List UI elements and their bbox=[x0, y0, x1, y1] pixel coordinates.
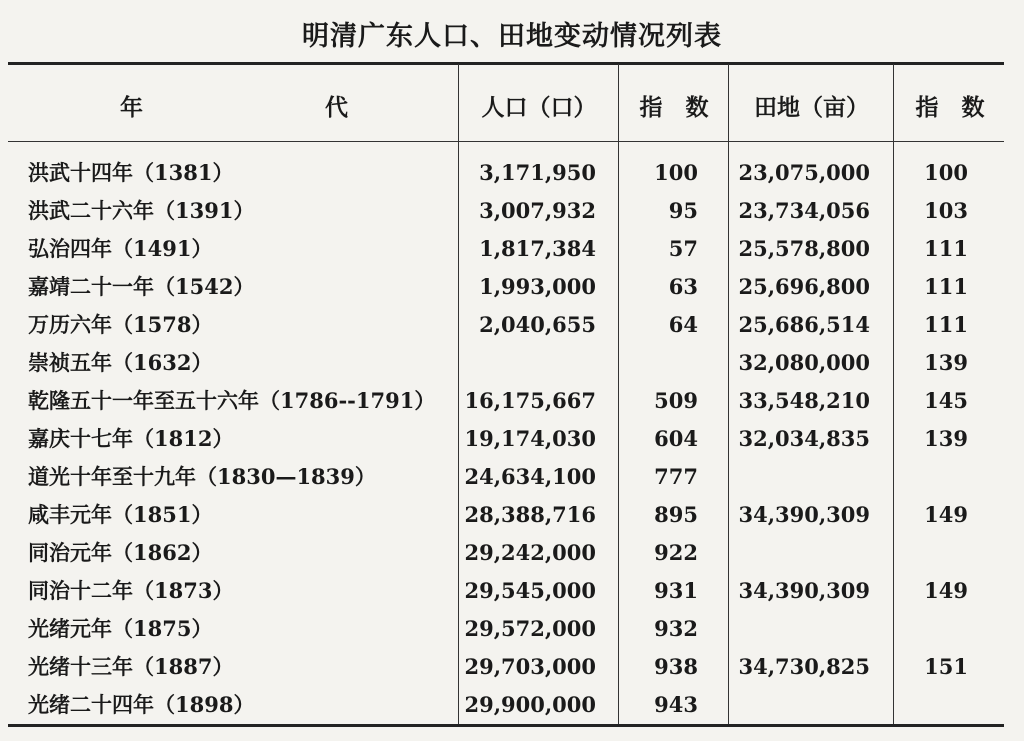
cell-land-index: 145 bbox=[924, 388, 968, 413]
cell-land bbox=[736, 686, 870, 724]
cell-land-index bbox=[900, 534, 968, 572]
cell-population bbox=[460, 344, 596, 382]
cell-land: 23,734,056 bbox=[738, 198, 870, 223]
table-row bbox=[0, 686, 1024, 724]
cell-population: 29,900,000 bbox=[464, 692, 596, 717]
header-year bbox=[10, 70, 458, 140]
cell-land: 34,390,309 bbox=[738, 578, 870, 603]
header-year-right: 代 bbox=[325, 93, 348, 121]
cell-population-index: 509 bbox=[654, 388, 698, 413]
cell-population-index: 95 bbox=[668, 198, 698, 223]
cell-land: 25,578,800 bbox=[738, 236, 870, 261]
top-rule bbox=[8, 62, 1004, 65]
cell-population-index: 943 bbox=[654, 692, 698, 717]
table-row bbox=[0, 154, 1024, 192]
cell-population-index bbox=[620, 344, 698, 382]
cell-land: 25,696,800 bbox=[738, 274, 870, 299]
table-row bbox=[0, 192, 1024, 230]
table-row bbox=[0, 268, 1024, 306]
table-row bbox=[0, 306, 1024, 344]
table-title: 明清广东人口、田地变动情况列表 bbox=[302, 21, 722, 52]
cell-year: 光绪十三年（1887） bbox=[28, 654, 234, 679]
cell-population-index: 64 bbox=[668, 312, 698, 337]
cell-land-index bbox=[900, 686, 968, 724]
cell-population: 29,242,000 bbox=[464, 540, 596, 565]
cell-population-index: 922 bbox=[654, 540, 698, 565]
cell-land bbox=[736, 458, 870, 496]
cell-population: 1,993,000 bbox=[479, 274, 596, 299]
table-body bbox=[0, 154, 1024, 724]
cell-population-index: 63 bbox=[668, 274, 698, 299]
cell-population: 19,174,030 bbox=[464, 426, 596, 451]
cell-year: 万历六年（1578） bbox=[28, 312, 213, 337]
table-row bbox=[0, 648, 1024, 686]
cell-population: 29,545,000 bbox=[464, 578, 596, 603]
cell-population-index: 938 bbox=[654, 654, 698, 679]
cell-population-index: 57 bbox=[668, 236, 698, 261]
cell-population: 29,572,000 bbox=[464, 616, 596, 641]
cell-land-index bbox=[900, 458, 968, 496]
cell-land bbox=[736, 534, 870, 572]
cell-land-index: 111 bbox=[924, 236, 968, 261]
table-row bbox=[0, 230, 1024, 268]
cell-population-index: 895 bbox=[654, 502, 698, 527]
table-row bbox=[0, 534, 1024, 572]
cell-land-index: 100 bbox=[924, 160, 968, 185]
cell-land: 33,548,210 bbox=[738, 388, 870, 413]
cell-population: 29,703,000 bbox=[464, 654, 596, 679]
table-row bbox=[0, 382, 1024, 420]
cell-population: 16,175,667 bbox=[464, 388, 596, 413]
cell-land: 34,730,825 bbox=[738, 654, 870, 679]
cell-year: 同治元年（1862） bbox=[28, 540, 213, 565]
cell-population-index: 777 bbox=[654, 464, 698, 489]
header-population: 人口（口） bbox=[481, 93, 597, 121]
cell-land-index: 111 bbox=[924, 274, 968, 299]
cell-land bbox=[736, 610, 870, 648]
cell-population: 1,817,384 bbox=[479, 236, 596, 261]
cell-population: 2,040,655 bbox=[479, 312, 596, 337]
cell-land-index: 151 bbox=[924, 654, 968, 679]
table-row bbox=[0, 344, 1024, 382]
header-population-index: 指 数 bbox=[639, 93, 709, 121]
cell-year: 崇祯五年（1632） bbox=[28, 350, 213, 375]
cell-population: 28,388,716 bbox=[464, 502, 596, 527]
cell-year: 同治十二年（1873） bbox=[28, 578, 234, 603]
header-rule bbox=[8, 141, 1004, 142]
table-row bbox=[0, 496, 1024, 534]
cell-land-index bbox=[900, 610, 968, 648]
cell-land-index: 103 bbox=[924, 198, 968, 223]
cell-land-index: 139 bbox=[924, 426, 968, 451]
cell-year: 嘉靖二十一年（1542） bbox=[28, 274, 255, 299]
cell-year: 咸丰元年（1851） bbox=[28, 502, 213, 527]
cell-population: 3,007,932 bbox=[479, 198, 596, 223]
cell-land: 23,075,000 bbox=[738, 160, 870, 185]
table-row bbox=[0, 458, 1024, 496]
cell-land: 25,686,514 bbox=[738, 312, 870, 337]
cell-year: 嘉庆十七年（1812） bbox=[28, 426, 234, 451]
cell-land-index: 139 bbox=[924, 350, 968, 375]
cell-year: 乾隆五十一年至五十六年（1786--1791） bbox=[28, 388, 436, 413]
cell-land: 32,080,000 bbox=[738, 350, 870, 375]
cell-year: 光绪元年（1875） bbox=[28, 616, 213, 641]
cell-land-index: 149 bbox=[924, 578, 968, 603]
cell-population-index: 931 bbox=[654, 578, 698, 603]
cell-population: 24,634,100 bbox=[464, 464, 596, 489]
cell-population: 3,171,950 bbox=[479, 160, 596, 185]
cell-year: 洪武十四年（1381） bbox=[28, 160, 234, 185]
cell-land-index: 111 bbox=[924, 312, 968, 337]
cell-year: 道光十年至十九年（1830—1839） bbox=[28, 464, 376, 489]
bottom-rule bbox=[8, 724, 1004, 727]
cell-year: 光绪二十四年（1898） bbox=[28, 692, 255, 717]
header-land-index: 指 数 bbox=[915, 93, 985, 121]
table-row bbox=[0, 420, 1024, 458]
table-row bbox=[0, 572, 1024, 610]
cell-year: 弘治四年（1491） bbox=[28, 236, 213, 261]
cell-year: 洪武二十六年（1391） bbox=[28, 198, 255, 223]
header-land: 田地（亩） bbox=[754, 93, 869, 121]
cell-population-index: 932 bbox=[654, 616, 698, 641]
cell-population-index: 100 bbox=[654, 160, 698, 185]
table-row bbox=[0, 610, 1024, 648]
header-year-left: 年 bbox=[120, 93, 143, 121]
cell-land: 32,034,835 bbox=[738, 426, 870, 451]
cell-land-index: 149 bbox=[924, 502, 968, 527]
cell-population-index: 604 bbox=[654, 426, 698, 451]
cell-land: 34,390,309 bbox=[738, 502, 870, 527]
